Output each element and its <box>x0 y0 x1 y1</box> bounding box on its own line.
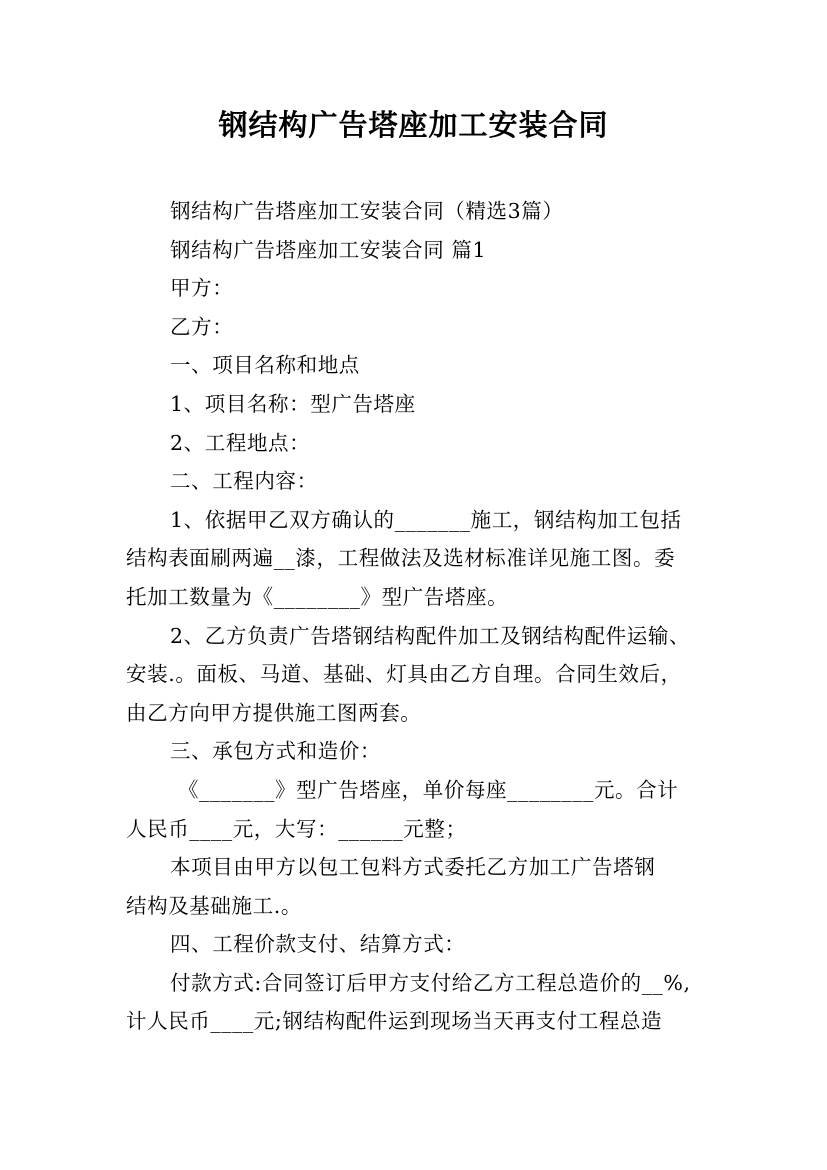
paragraph-line: 《_______》型广告塔座，单价每座________元。合计 <box>178 777 679 802</box>
paragraph-line: 由乙方向甲方提供施工图两套。 <box>126 700 422 725</box>
paragraph-line: 1、依据甲乙双方确认的_______施工，钢结构加工包括 <box>170 507 682 532</box>
document-body <box>126 192 706 1041</box>
paragraph-line: 本项目由甲方以包工包料方式委托乙方加工广告塔钢 <box>170 855 656 880</box>
paragraph-line: 结构表面刷两遍__漆，工程做法及选材标准详见施工图。委 <box>126 546 676 571</box>
paragraph-line: 结构及基础施工.。 <box>126 893 302 918</box>
subtitle-line: 钢结构广告塔座加工安装合同（精选3篇） <box>170 199 564 223</box>
section-heading: 钢结构广告塔座加工安装合同 篇1 <box>170 237 487 262</box>
paragraph-line: 人民币____元，大写：______元整； <box>126 816 467 841</box>
paragraph-line: 安装.。面板、马道、基础、灯具由乙方自理。合同生效后， <box>126 662 682 687</box>
party-a-line: 甲方： <box>170 276 234 301</box>
clause-heading: 三、承包方式和造价： <box>170 739 381 764</box>
paragraph-line: 托加工数量为《________》型广告塔座。 <box>126 584 509 609</box>
party-b-line: 乙方： <box>170 314 234 339</box>
clause-heading: 四、工程价款支付、结算方式： <box>170 932 466 957</box>
paragraph-line: 2、工程地点： <box>170 430 311 455</box>
paragraph-line: 计人民币____元;钢结构配件运到现场当天再支付工程总造 <box>126 1009 663 1034</box>
paragraph-line: 2、乙方负责广告塔钢结构配件加工及钢结构配件运输、 <box>170 623 691 648</box>
paragraph-line: 付款方式:合同签订后甲方支付给乙方工程总造价的__%, <box>170 970 691 995</box>
paragraph-line: 1、项目名称：型广告塔座 <box>170 391 416 416</box>
clause-heading: 二、工程内容： <box>170 469 318 494</box>
document-title: 钢结构广告塔座加工安装合同 <box>218 108 609 142</box>
clause-heading: 一、项目名称和地点 <box>170 353 360 378</box>
